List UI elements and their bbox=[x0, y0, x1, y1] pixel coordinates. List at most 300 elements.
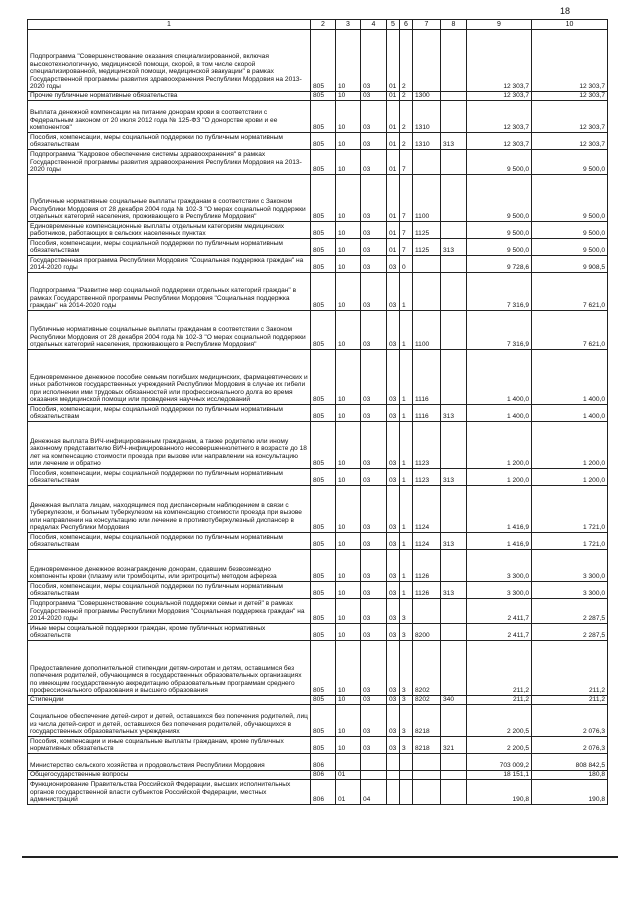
row-section-code: 10 bbox=[336, 737, 361, 754]
row-expense-type-code: 340 bbox=[441, 696, 467, 705]
row-subsection-code: 03 bbox=[361, 599, 387, 624]
row-ministry-code: 805 bbox=[311, 311, 336, 350]
row-subprogram-code: 7 bbox=[400, 222, 413, 239]
row-amount-year-1: 1 400,0 bbox=[467, 350, 532, 405]
row-subsection-code: 03 bbox=[361, 150, 387, 175]
row-name: Единовременное денежное пособие семьям погибших медицинских, фармацевтических и иных работников государственных учреждений Республики Мордовия в случае их гибели при исполнении ими трудовых обязанностей или профессионального долга во время оказания медицинской помощи или проведения научных исследований bbox=[28, 350, 311, 405]
row-section-code: 10 bbox=[336, 422, 361, 469]
row-section-code: 10 bbox=[336, 486, 361, 533]
row-subsection-code: 03 bbox=[361, 311, 387, 350]
table-row bbox=[28, 641, 608, 696]
row-section-code: 10 bbox=[336, 582, 361, 599]
row-amount-year-2: 12 303,7 bbox=[532, 101, 608, 133]
row-amount-year-1: 1 200,0 bbox=[467, 469, 532, 486]
row-program-code: 03 bbox=[387, 311, 400, 350]
row-section-code: 01 bbox=[336, 780, 361, 805]
row-subprogram-code: 3 bbox=[400, 696, 413, 705]
row-expense-type-code bbox=[441, 101, 467, 133]
column-header: 10 bbox=[532, 20, 608, 30]
row-amount-year-2: 211,2 bbox=[532, 641, 608, 696]
row-program-code: 03 bbox=[387, 533, 400, 550]
row-section-code: 10 bbox=[336, 550, 361, 582]
row-expense-type-code bbox=[441, 311, 467, 350]
row-amount-year-1: 7 316,9 bbox=[467, 273, 532, 311]
row-target-code bbox=[413, 30, 441, 92]
row-amount-year-2: 1 400,0 bbox=[532, 405, 608, 422]
row-amount-year-1: 12 303,7 bbox=[467, 30, 532, 92]
row-target-code: 8218 bbox=[413, 705, 441, 737]
table-row bbox=[28, 469, 608, 486]
row-name: Государственная программа Республики Мордовия "Социальная поддержка граждан" на 2014-2020 годы bbox=[28, 256, 311, 273]
row-section-code: 10 bbox=[336, 705, 361, 737]
table-row bbox=[28, 705, 608, 737]
row-ministry-code: 805 bbox=[311, 101, 336, 133]
row-subprogram-code: 1 bbox=[400, 582, 413, 599]
row-amount-year-1: 12 303,7 bbox=[467, 133, 532, 150]
row-target-code: 1126 bbox=[413, 550, 441, 582]
row-section-code: 10 bbox=[336, 133, 361, 150]
table-row bbox=[28, 239, 608, 256]
row-name: Предоставление дополнительной стипендии детям-сиротам и детям, оставшимся без попечения родителей, обучающимся в государственных образовательных организациях по имеющим государственную аккредитацию образовательным программам среднего профессионального образования и высшего образования bbox=[28, 641, 311, 696]
row-name: Министерство сельского хозяйства и продовольствия Республики Мордовия bbox=[28, 754, 311, 771]
row-expense-type-code: 313 bbox=[441, 133, 467, 150]
row-ministry-code: 805 bbox=[311, 533, 336, 550]
row-target-code bbox=[413, 273, 441, 311]
row-amount-year-1: 1 400,0 bbox=[467, 405, 532, 422]
row-subprogram-code: 2 bbox=[400, 30, 413, 92]
row-amount-year-1: 2 411,7 bbox=[467, 599, 532, 624]
row-ministry-code: 805 bbox=[311, 239, 336, 256]
row-name: Пособия, компенсации, меры социальной поддержки по публичным нормативным обязательствам bbox=[28, 133, 311, 150]
row-program-code: 03 bbox=[387, 550, 400, 582]
row-amount-year-1: 211,2 bbox=[467, 641, 532, 696]
row-amount-year-2: 2 076,3 bbox=[532, 737, 608, 754]
row-amount-year-2: 3 300,0 bbox=[532, 550, 608, 582]
row-section-code: 10 bbox=[336, 624, 361, 641]
row-expense-type-code bbox=[441, 771, 467, 780]
row-program-code: 03 bbox=[387, 273, 400, 311]
row-subsection-code: 03 bbox=[361, 92, 387, 101]
row-amount-year-2: 2 076,3 bbox=[532, 705, 608, 737]
row-subprogram-code: 7 bbox=[400, 175, 413, 222]
row-amount-year-1: 9 500,0 bbox=[467, 175, 532, 222]
row-amount-year-2: 9 500,0 bbox=[532, 222, 608, 239]
row-ministry-code: 805 bbox=[311, 705, 336, 737]
row-section-code: 10 bbox=[336, 405, 361, 422]
row-amount-year-1: 703 009,2 bbox=[467, 754, 532, 771]
row-ministry-code: 805 bbox=[311, 273, 336, 311]
row-amount-year-2: 2 287,5 bbox=[532, 624, 608, 641]
column-header: 1 bbox=[28, 20, 311, 30]
row-section-code: 01 bbox=[336, 771, 361, 780]
row-name: Подпрограмма "Кадровое обеспечение системы здравоохранения" в рамках Государственной программы развития здравоохранения Республики Мордовия на 2013-2020 годы bbox=[28, 150, 311, 175]
row-subsection-code bbox=[361, 754, 387, 771]
row-program-code: 01 bbox=[387, 30, 400, 92]
row-program-code: 01 bbox=[387, 222, 400, 239]
row-target-code bbox=[413, 754, 441, 771]
row-section-code: 10 bbox=[336, 239, 361, 256]
row-subprogram-code bbox=[400, 754, 413, 771]
row-name: Пособия, компенсации, меры социальной поддержки по публичным нормативным обязательствам bbox=[28, 239, 311, 256]
row-amount-year-2: 1 200,0 bbox=[532, 422, 608, 469]
row-program-code: 01 bbox=[387, 101, 400, 133]
table-row bbox=[28, 624, 608, 641]
table-row bbox=[28, 422, 608, 469]
column-header: 7 bbox=[413, 20, 441, 30]
row-amount-year-1: 9 728,6 bbox=[467, 256, 532, 273]
bottom-divider bbox=[22, 856, 618, 858]
row-ministry-code: 805 bbox=[311, 422, 336, 469]
row-ministry-code: 805 bbox=[311, 486, 336, 533]
row-subsection-code: 03 bbox=[361, 624, 387, 641]
row-target-code bbox=[413, 256, 441, 273]
row-target-code bbox=[413, 599, 441, 624]
row-section-code: 10 bbox=[336, 256, 361, 273]
row-name: Денежная выплата лицам, находящимся под диспансерным наблюдением в связи с туберкулезом, и больным туберкулезом на компенсацию стоимости проезда при вызове или направлении на консультацию или лечение в противотуберкулезный диспансер в пределах Республики Мордовия bbox=[28, 486, 311, 533]
table-row bbox=[28, 311, 608, 350]
row-name: Стипендии bbox=[28, 696, 311, 705]
row-target-code: 1125 bbox=[413, 222, 441, 239]
row-amount-year-1: 3 300,0 bbox=[467, 582, 532, 599]
row-amount-year-1: 1 416,9 bbox=[467, 486, 532, 533]
row-amount-year-2: 1 400,0 bbox=[532, 350, 608, 405]
row-ministry-code: 805 bbox=[311, 469, 336, 486]
row-expense-type-code bbox=[441, 150, 467, 175]
row-expense-type-code bbox=[441, 273, 467, 311]
row-expense-type-code bbox=[441, 350, 467, 405]
row-subprogram-code: 1 bbox=[400, 550, 413, 582]
row-subsection-code: 03 bbox=[361, 533, 387, 550]
column-header: 5 bbox=[387, 20, 400, 30]
row-subsection-code: 03 bbox=[361, 239, 387, 256]
row-ministry-code: 805 bbox=[311, 92, 336, 101]
row-program-code: 01 bbox=[387, 92, 400, 101]
row-amount-year-2: 1 721,0 bbox=[532, 486, 608, 533]
row-program-code: 03 bbox=[387, 256, 400, 273]
row-subsection-code: 03 bbox=[361, 350, 387, 405]
row-name: Пособия, компенсации, меры социальной поддержки по публичным нормативным обязательствам bbox=[28, 469, 311, 486]
row-amount-year-2: 12 303,7 bbox=[532, 92, 608, 101]
row-amount-year-2: 9 500,0 bbox=[532, 175, 608, 222]
row-section-code: 10 bbox=[336, 175, 361, 222]
row-subsection-code: 04 bbox=[361, 780, 387, 805]
table-row bbox=[28, 550, 608, 582]
row-subprogram-code: 2 bbox=[400, 101, 413, 133]
row-target-code: 1123 bbox=[413, 422, 441, 469]
row-target-code bbox=[413, 150, 441, 175]
row-amount-year-2: 2 287,5 bbox=[532, 599, 608, 624]
row-amount-year-1: 18 151,1 bbox=[467, 771, 532, 780]
row-target-code: 1310 bbox=[413, 101, 441, 133]
row-program-code: 03 bbox=[387, 582, 400, 599]
row-name: Единовременные компенсационные выплаты отдельным категориям медицинских работников, работающих в сельских населенных пунктах bbox=[28, 222, 311, 239]
column-header: 2 bbox=[311, 20, 336, 30]
row-section-code bbox=[336, 754, 361, 771]
row-subprogram-code: 7 bbox=[400, 150, 413, 175]
row-amount-year-1: 12 303,7 bbox=[467, 92, 532, 101]
row-name: Общегосударственные вопросы bbox=[28, 771, 311, 780]
row-ministry-code: 806 bbox=[311, 754, 336, 771]
row-subprogram-code: 1 bbox=[400, 422, 413, 469]
column-header: 4 bbox=[361, 20, 387, 30]
table-row bbox=[28, 696, 608, 705]
row-subsection-code: 03 bbox=[361, 641, 387, 696]
row-expense-type-code bbox=[441, 222, 467, 239]
row-amount-year-1: 3 300,0 bbox=[467, 550, 532, 582]
row-amount-year-1: 9 500,0 bbox=[467, 239, 532, 256]
table-row bbox=[28, 175, 608, 222]
row-subsection-code: 03 bbox=[361, 486, 387, 533]
column-header: 8 bbox=[441, 20, 467, 30]
row-target-code: 8202 bbox=[413, 696, 441, 705]
row-program-code: 01 bbox=[387, 239, 400, 256]
row-ministry-code: 805 bbox=[311, 405, 336, 422]
row-ministry-code: 805 bbox=[311, 599, 336, 624]
row-expense-type-code bbox=[441, 175, 467, 222]
row-ministry-code: 805 bbox=[311, 133, 336, 150]
row-target-code: 1116 bbox=[413, 350, 441, 405]
table-row bbox=[28, 599, 608, 624]
row-name: Денежная выплата ВИЧ-инфицированным гражданам, а также родителю или иному законному представителю ВИЧ-инфицированного несовершеннолетнего в возрасте до 18 лет на компенсацию стоимости проезда при вызове или направлении на консультацию или лечение и обратно bbox=[28, 422, 311, 469]
row-subprogram-code: 1 bbox=[400, 273, 413, 311]
header-row bbox=[28, 20, 608, 30]
row-ministry-code: 805 bbox=[311, 550, 336, 582]
row-subprogram-code bbox=[400, 780, 413, 805]
row-name: Прочие публичные нормативные обязательства bbox=[28, 92, 311, 101]
row-subsection-code: 03 bbox=[361, 222, 387, 239]
row-expense-type-code bbox=[441, 30, 467, 92]
row-program-code: 03 bbox=[387, 705, 400, 737]
row-name: Социальное обеспечение детей-сирот и детей, оставшихся без попечения родителей, лиц из числа детей-сирот и детей, оставшихся без попечения родителей, обучающихся в государственных образовательных учреждениях bbox=[28, 705, 311, 737]
row-name: Выплата денежной компенсации на питание донорам крови в соответствии с Федеральным законом от 20 июля 2012 года № 125-ФЗ "О донорстве крови и ее компонентов" bbox=[28, 101, 311, 133]
row-expense-type-code: 313 bbox=[441, 582, 467, 599]
row-amount-year-2: 190,8 bbox=[532, 780, 608, 805]
row-amount-year-1: 190,8 bbox=[467, 780, 532, 805]
row-section-code: 10 bbox=[336, 92, 361, 101]
row-program-code: 03 bbox=[387, 486, 400, 533]
column-header: 9 bbox=[467, 20, 532, 30]
table-body bbox=[28, 30, 608, 805]
row-target-code bbox=[413, 780, 441, 805]
row-target-code: 8200 bbox=[413, 624, 441, 641]
row-target-code: 1100 bbox=[413, 311, 441, 350]
row-amount-year-1: 12 303,7 bbox=[467, 101, 532, 133]
row-program-code: 03 bbox=[387, 405, 400, 422]
row-ministry-code: 805 bbox=[311, 582, 336, 599]
row-section-code: 10 bbox=[336, 696, 361, 705]
row-name: Пособия, компенсации, меры социальной поддержки по публичным нормативным обязательствам bbox=[28, 582, 311, 599]
row-name: Публичные нормативные социальные выплаты гражданам в соответствии с Законом Республики Мордовия от 28 декабря 2004 года № 102-З "О мерах социальной поддержки отдельных категорий населения, проживающего в Республике Мордовия" bbox=[28, 311, 311, 350]
row-amount-year-1: 9 500,0 bbox=[467, 150, 532, 175]
row-target-code: 1126 bbox=[413, 582, 441, 599]
row-program-code: 03 bbox=[387, 422, 400, 469]
row-amount-year-2: 7 621,0 bbox=[532, 311, 608, 350]
row-section-code: 10 bbox=[336, 101, 361, 133]
row-amount-year-2: 9 908,5 bbox=[532, 256, 608, 273]
row-amount-year-1: 7 316,9 bbox=[467, 311, 532, 350]
table-row bbox=[28, 150, 608, 175]
row-expense-type-code bbox=[441, 599, 467, 624]
row-target-code: 1124 bbox=[413, 486, 441, 533]
row-ministry-code: 805 bbox=[311, 175, 336, 222]
row-subsection-code: 03 bbox=[361, 696, 387, 705]
row-expense-type-code bbox=[441, 486, 467, 533]
row-section-code: 10 bbox=[336, 350, 361, 405]
row-amount-year-1: 2 200,5 bbox=[467, 705, 532, 737]
table-row bbox=[28, 737, 608, 754]
row-subprogram-code: 7 bbox=[400, 239, 413, 256]
row-section-code: 10 bbox=[336, 469, 361, 486]
row-subprogram-code: 3 bbox=[400, 599, 413, 624]
row-subsection-code: 03 bbox=[361, 175, 387, 222]
row-amount-year-1: 1 200,0 bbox=[467, 422, 532, 469]
row-subprogram-code: 3 bbox=[400, 705, 413, 737]
row-amount-year-1: 211,2 bbox=[467, 696, 532, 705]
row-program-code: 01 bbox=[387, 150, 400, 175]
row-target-code: 1124 bbox=[413, 533, 441, 550]
row-program-code bbox=[387, 780, 400, 805]
row-subsection-code: 03 bbox=[361, 133, 387, 150]
row-subsection-code: 03 bbox=[361, 256, 387, 273]
row-ministry-code: 805 bbox=[311, 624, 336, 641]
row-subsection-code: 03 bbox=[361, 101, 387, 133]
row-subsection-code: 03 bbox=[361, 705, 387, 737]
row-ministry-code: 806 bbox=[311, 771, 336, 780]
row-subsection-code: 03 bbox=[361, 273, 387, 311]
row-subsection-code: 03 bbox=[361, 550, 387, 582]
row-name: Иные меры социальной поддержки граждан, кроме публичных нормативных обязательств bbox=[28, 624, 311, 641]
row-section-code: 10 bbox=[336, 641, 361, 696]
row-expense-type-code bbox=[441, 92, 467, 101]
row-expense-type-code: 313 bbox=[441, 469, 467, 486]
row-name: Публичные нормативные социальные выплаты гражданам в соответствии с Законом Республики Мордовия от 28 декабря 2004 года № 102-З "О мерах социальной поддержки отдельных категорий населения, проживающего в Республике Мордовия" bbox=[28, 175, 311, 222]
row-name: Единовременное денежное вознаграждение донорам, сдавшим безвозмездно компоненты крови (плазму или тромбоциты, или эритроциты) методом афереза bbox=[28, 550, 311, 582]
row-name: Подпрограмма "Развитие мер социальной поддержки отдельных категорий граждан" в рамках Государственной программы Республики Мордовия "Социальная поддержка граждан" на 2014-2020 годы bbox=[28, 273, 311, 311]
row-amount-year-2: 211,2 bbox=[532, 696, 608, 705]
row-section-code: 10 bbox=[336, 311, 361, 350]
row-program-code: 03 bbox=[387, 350, 400, 405]
row-subprogram-code: 1 bbox=[400, 533, 413, 550]
row-expense-type-code: 321 bbox=[441, 737, 467, 754]
row-target-code: 1310 bbox=[413, 133, 441, 150]
row-amount-year-2: 12 303,7 bbox=[532, 133, 608, 150]
row-expense-type-code bbox=[441, 624, 467, 641]
row-program-code: 03 bbox=[387, 696, 400, 705]
row-amount-year-2: 7 621,0 bbox=[532, 273, 608, 311]
row-target-code: 1100 bbox=[413, 175, 441, 222]
page-number: 18 bbox=[560, 6, 571, 16]
row-program-code: 03 bbox=[387, 737, 400, 754]
row-expense-type-code bbox=[441, 422, 467, 469]
table-row bbox=[28, 771, 608, 780]
row-subprogram-code bbox=[400, 771, 413, 780]
row-amount-year-2: 180,8 bbox=[532, 771, 608, 780]
row-program-code: 03 bbox=[387, 624, 400, 641]
row-section-code: 10 bbox=[336, 150, 361, 175]
row-target-code: 8202 bbox=[413, 641, 441, 696]
table-row bbox=[28, 101, 608, 133]
row-name: Пособия, компенсации, меры социальной поддержки по публичным нормативным обязательствам bbox=[28, 533, 311, 550]
row-amount-year-1: 2 200,5 bbox=[467, 737, 532, 754]
row-amount-year-1: 1 416,9 bbox=[467, 533, 532, 550]
row-amount-year-2: 9 500,0 bbox=[532, 150, 608, 175]
row-ministry-code: 805 bbox=[311, 350, 336, 405]
row-section-code: 10 bbox=[336, 599, 361, 624]
row-program-code: 01 bbox=[387, 175, 400, 222]
row-expense-type-code bbox=[441, 641, 467, 696]
table-row bbox=[28, 405, 608, 422]
row-amount-year-2: 1 200,0 bbox=[532, 469, 608, 486]
row-amount-year-2: 1 721,0 bbox=[532, 533, 608, 550]
row-expense-type-code: 313 bbox=[441, 533, 467, 550]
row-program-code bbox=[387, 771, 400, 780]
table-row bbox=[28, 273, 608, 311]
row-subprogram-code: 2 bbox=[400, 92, 413, 101]
row-target-code: 8218 bbox=[413, 737, 441, 754]
row-subprogram-code: 3 bbox=[400, 641, 413, 696]
row-subprogram-code: 3 bbox=[400, 737, 413, 754]
row-subsection-code bbox=[361, 771, 387, 780]
row-subprogram-code: 1 bbox=[400, 350, 413, 405]
row-subprogram-code: 1 bbox=[400, 405, 413, 422]
row-amount-year-2: 9 500,0 bbox=[532, 239, 608, 256]
row-section-code: 10 bbox=[336, 533, 361, 550]
row-subsection-code: 03 bbox=[361, 737, 387, 754]
row-subprogram-code: 3 bbox=[400, 624, 413, 641]
row-target-code: 1116 bbox=[413, 405, 441, 422]
row-expense-type-code bbox=[441, 550, 467, 582]
row-amount-year-2: 808 842,5 bbox=[532, 754, 608, 771]
row-subprogram-code: 1 bbox=[400, 469, 413, 486]
row-ministry-code: 805 bbox=[311, 641, 336, 696]
row-section-code: 10 bbox=[336, 222, 361, 239]
row-subprogram-code: 0 bbox=[400, 256, 413, 273]
row-amount-year-2: 3 300,0 bbox=[532, 582, 608, 599]
row-subsection-code: 03 bbox=[361, 405, 387, 422]
row-ministry-code: 805 bbox=[311, 696, 336, 705]
table-row bbox=[28, 486, 608, 533]
row-amount-year-1: 9 500,0 bbox=[467, 222, 532, 239]
table-row bbox=[28, 754, 608, 771]
row-subprogram-code: 1 bbox=[400, 311, 413, 350]
row-target-code: 1300 bbox=[413, 92, 441, 101]
row-subsection-code: 03 bbox=[361, 30, 387, 92]
row-ministry-code: 805 bbox=[311, 737, 336, 754]
row-subprogram-code: 1 bbox=[400, 486, 413, 533]
column-header: 6 bbox=[400, 20, 413, 30]
table-row bbox=[28, 533, 608, 550]
row-target-code bbox=[413, 771, 441, 780]
row-program-code: 03 bbox=[387, 469, 400, 486]
row-name: Пособия, компенсации, меры социальной поддержки по публичным нормативным обязательствам bbox=[28, 405, 311, 422]
row-amount-year-2: 12 303,7 bbox=[532, 30, 608, 92]
table-row bbox=[28, 582, 608, 599]
column-header: 3 bbox=[336, 20, 361, 30]
table-row bbox=[28, 222, 608, 239]
row-expense-type-code: 313 bbox=[441, 405, 467, 422]
table-row bbox=[28, 133, 608, 150]
budget-table bbox=[27, 19, 608, 805]
row-section-code: 10 bbox=[336, 30, 361, 92]
table-row bbox=[28, 30, 608, 92]
row-ministry-code: 805 bbox=[311, 256, 336, 273]
row-name: Подпрограмма "Совершенствование оказания специализированной, включая высокотехнологичную, медицинской помощи, скорой, в том числе скорой специализированной, медицинской помощи, медицинской эвакуации" в рамках Государственной программы развития здравоохранения Республики Мордовия на 2013-2020 годы bbox=[28, 30, 311, 92]
row-subsection-code: 03 bbox=[361, 582, 387, 599]
row-subprogram-code: 2 bbox=[400, 133, 413, 150]
table-row bbox=[28, 350, 608, 405]
row-program-code: 03 bbox=[387, 599, 400, 624]
row-expense-type-code bbox=[441, 754, 467, 771]
